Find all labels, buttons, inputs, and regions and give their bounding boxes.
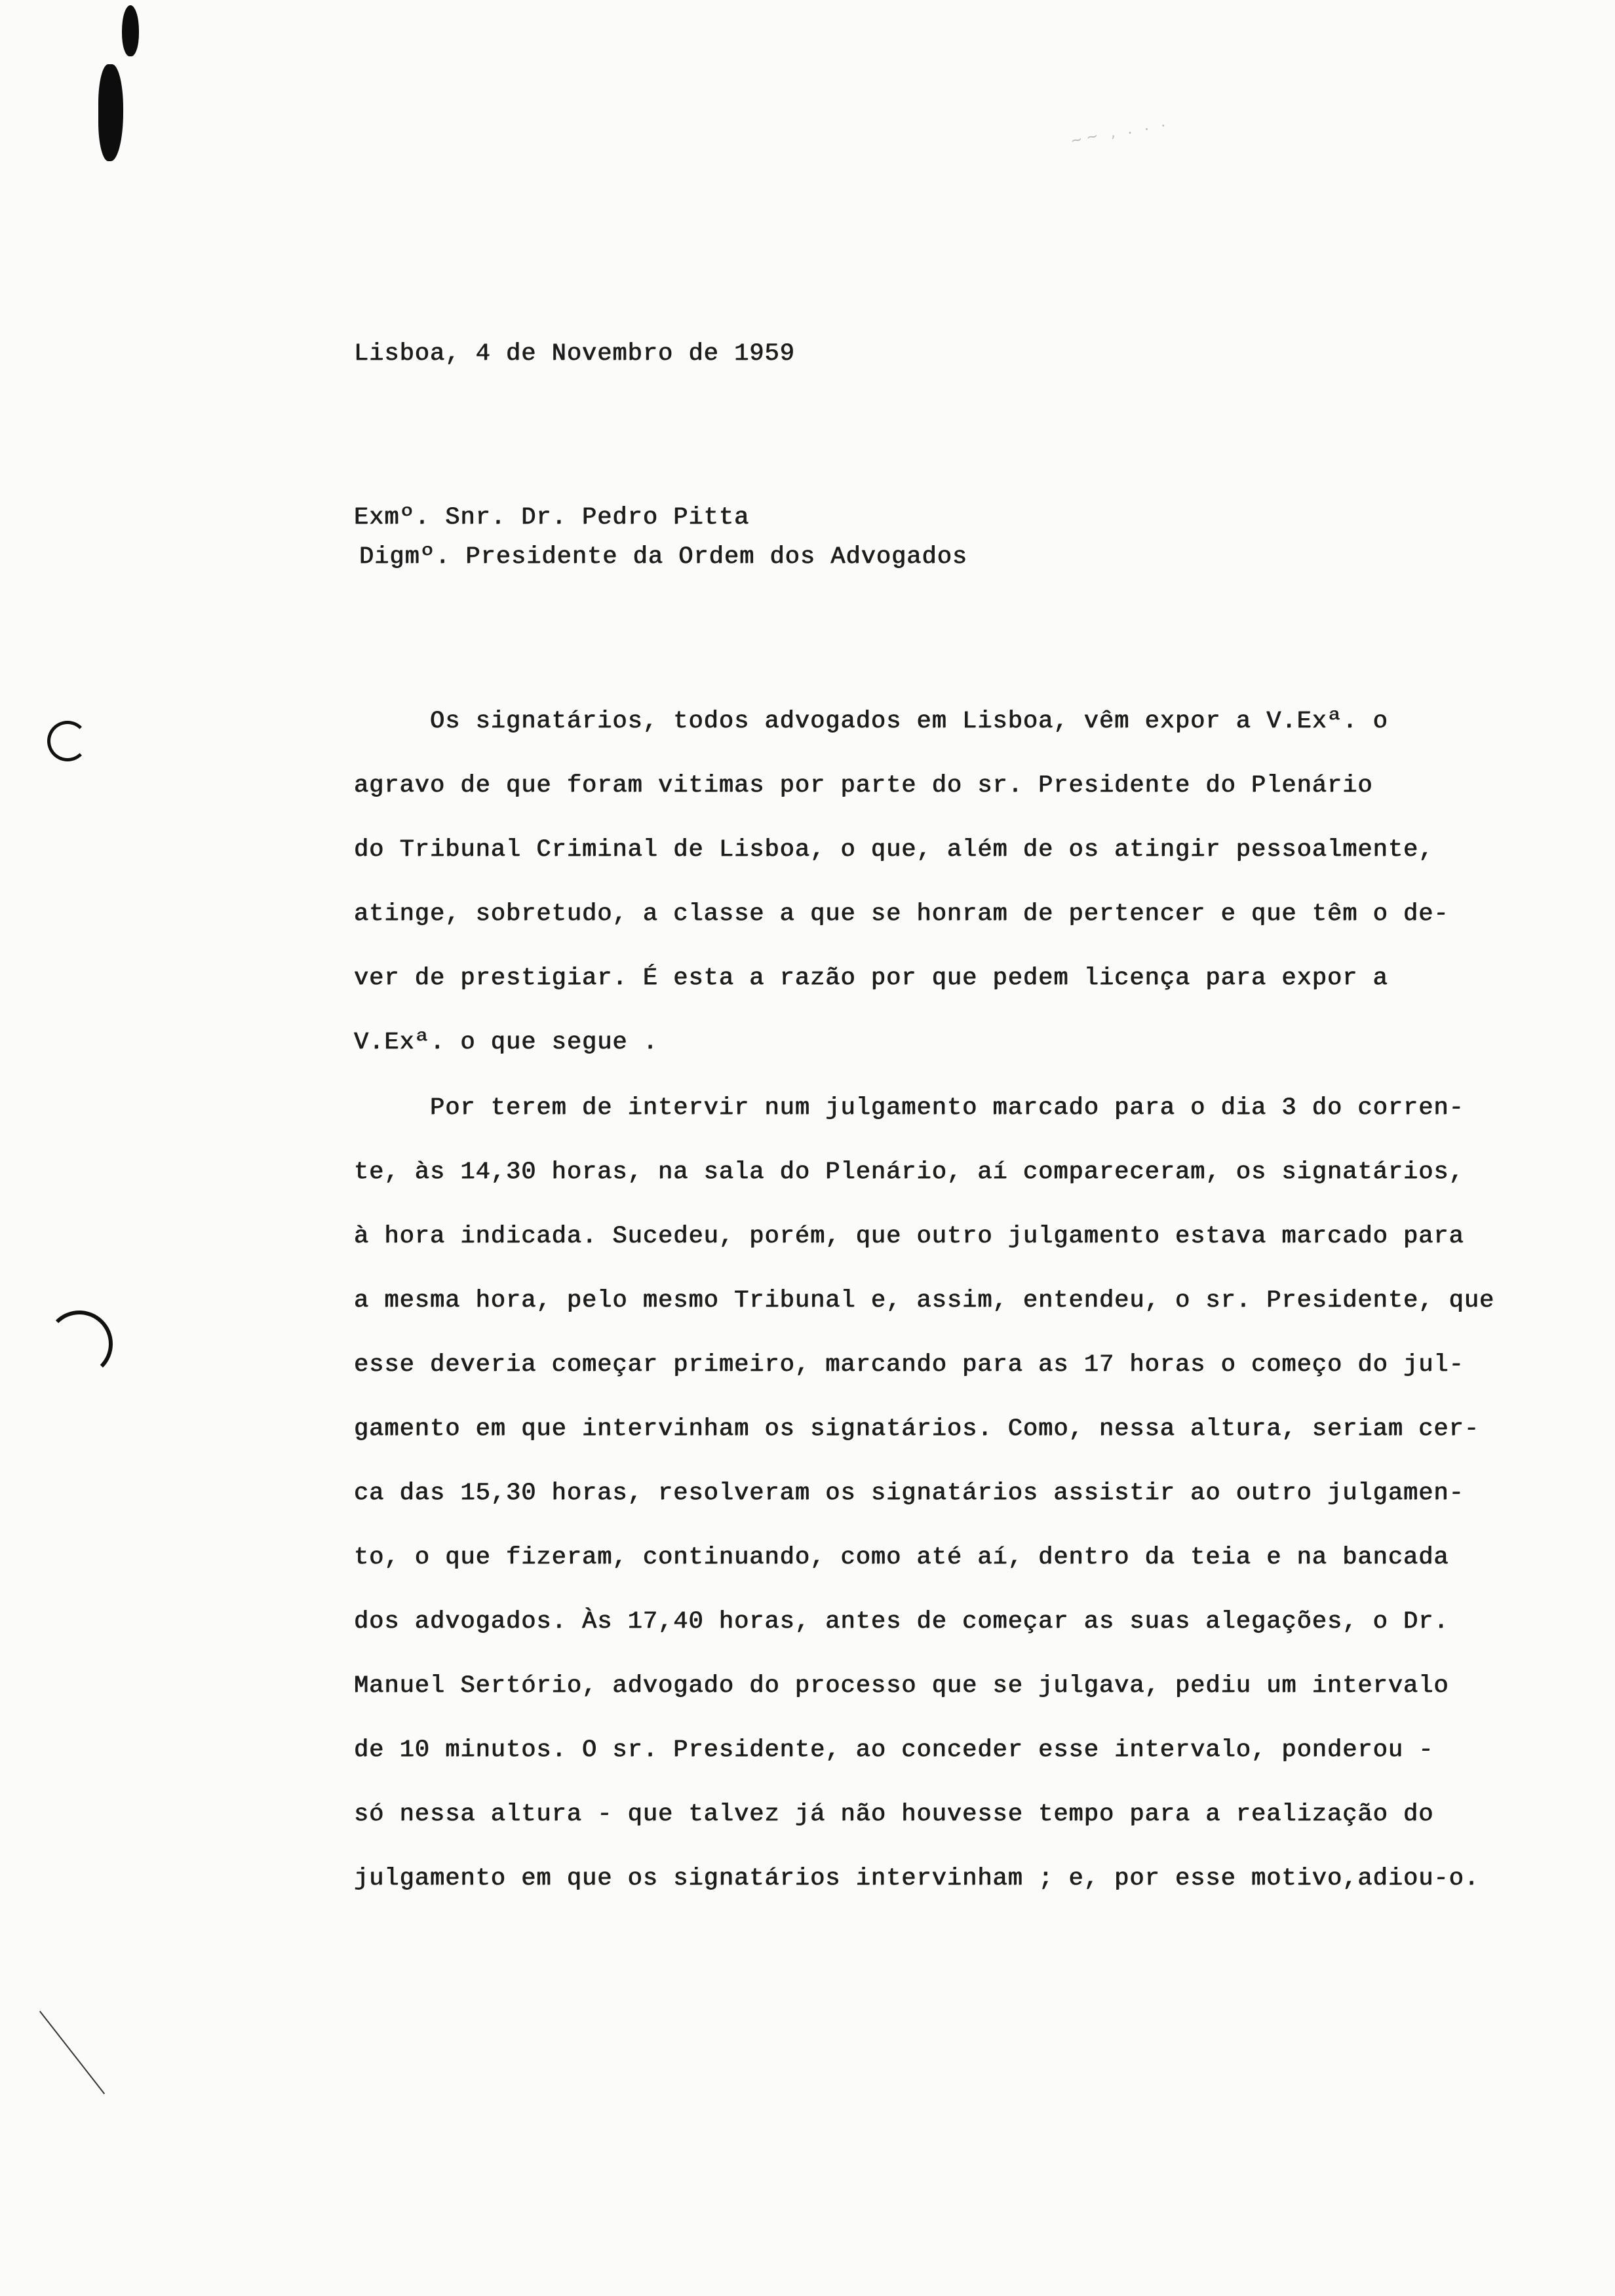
punch-hole-mark xyxy=(47,721,88,761)
body-line: à hora indicada. Sucedeu, porém, que outro julgamento estava marcado para xyxy=(354,1223,1464,1250)
body-line: Os signatários, todos advogados em Lisboa, vêm expor a V.Exª. o xyxy=(354,708,1388,735)
faint-annotation: ~~ , . . . xyxy=(1068,113,1171,150)
body-line: julgamento em que os signatários intervinham ; e, por esse motivo,adiou-o. xyxy=(354,1865,1480,1892)
body-line: gamento em que intervinham os signatários. Como, nessa altura, seriam cer- xyxy=(354,1415,1480,1443)
ink-blot xyxy=(122,5,139,56)
body-line: Por terem de intervir num julgamento marcado para o dia 3 do corren- xyxy=(354,1094,1464,1122)
body-line: to, o que fizeram, continuando, como até aí, dentro da teia e na bancada xyxy=(354,1544,1449,1571)
body-line: te, às 14,30 horas, na sala do Plenário, aí compareceram, os signatários, xyxy=(354,1158,1464,1186)
body-line: Manuel Sertório, advogado do processo que se julgava, pediu um intervalo xyxy=(354,1672,1449,1700)
body-line: atinge, sobretudo, a classe a que se honram de pertencer e que têm o de- xyxy=(354,900,1449,928)
scratch-mark xyxy=(39,2011,105,2094)
addressee-line-1: Exmº. Snr. Dr. Pedro Pitta xyxy=(354,504,750,531)
body-line: a mesma hora, pelo mesmo Tribunal e, assim, entendeu, o sr. Presidente, que xyxy=(354,1287,1495,1314)
addressee-line-2: Digmº. Presidente da Ordem dos Advogados xyxy=(359,543,968,571)
punch-hole-mark xyxy=(46,1311,113,1377)
body-line: esse deveria começar primeiro, marcando para as 17 horas o começo do jul- xyxy=(354,1351,1464,1379)
body-line: de 10 minutos. O sr. Presidente, ao conceder esse intervalo, ponderou - xyxy=(354,1736,1434,1764)
body-line: só nessa altura - que talvez já não houvesse tempo para a realização do xyxy=(354,1801,1434,1828)
ink-blot xyxy=(98,64,123,161)
body-line: V.Exª. o que segue . xyxy=(354,1029,659,1056)
body-line: ver de prestigiar. É esta a razão por que pedem licença para expor a xyxy=(354,965,1388,992)
body-line: dos advogados. Às 17,40 horas, antes de começar as suas alegações, o Dr. xyxy=(354,1608,1449,1636)
body-line: agravo de que foram vitimas por parte do sr. Presidente do Plenário xyxy=(354,772,1373,799)
date-line: Lisboa, 4 de Novembro de 1959 xyxy=(354,340,795,368)
body-line: ca das 15,30 horas, resolveram os signatários assistir ao outro julgamen- xyxy=(354,1480,1464,1507)
body-line: do Tribunal Criminal de Lisboa, o que, além de os atingir pessoalmente, xyxy=(354,836,1434,864)
